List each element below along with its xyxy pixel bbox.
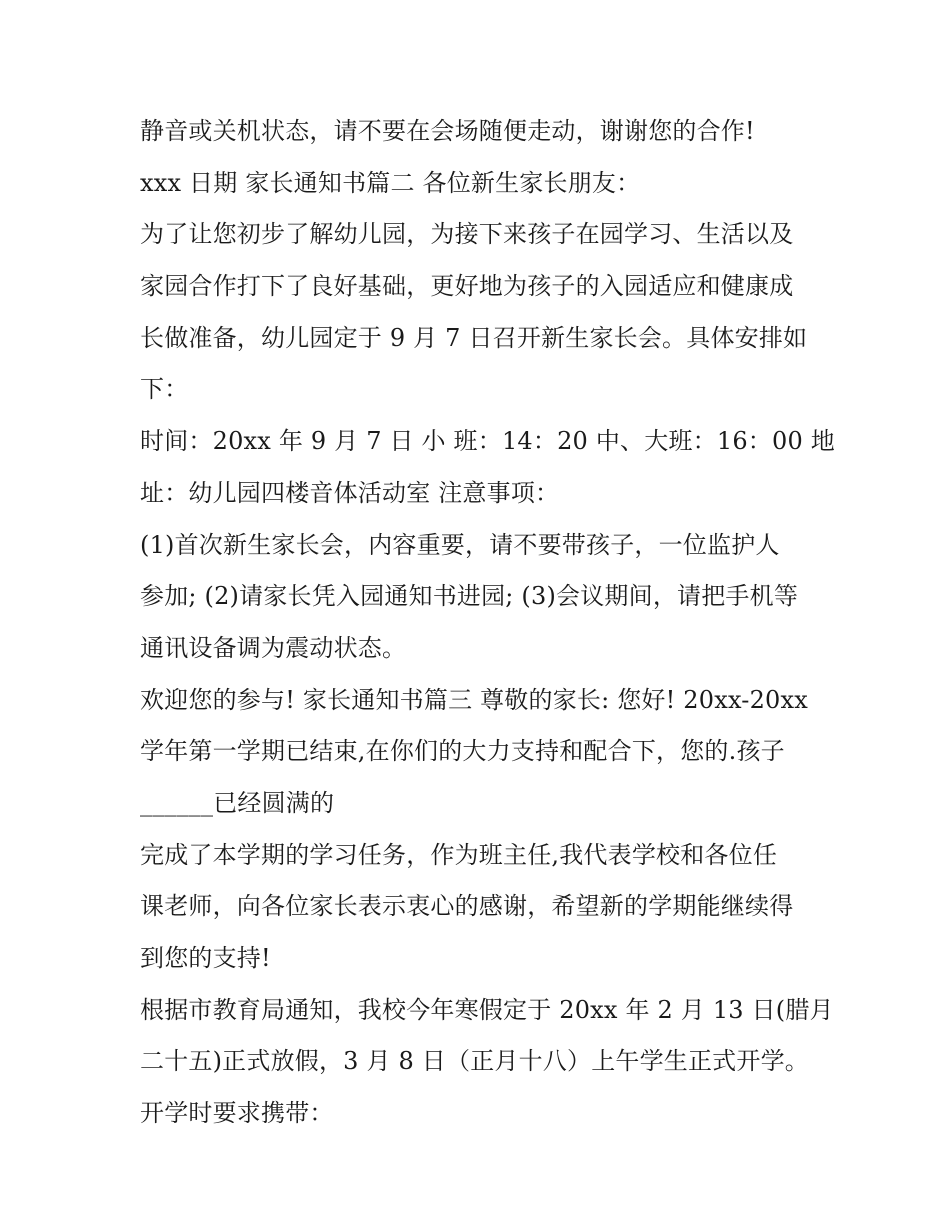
text-line: 学年第一学期已结束,在你们的大力支持和配合下，您的.孩子: [140, 737, 785, 766]
text-line: 根据市教育局通知，我校今年寒假定于 20xx 年 2 月 13 日(腊月: [140, 995, 834, 1024]
text-line: 欢迎您的参与! 家长通知书篇三 尊敬的家长: 您好! 20xx-20xx: [140, 685, 808, 714]
text-line: 到您的支持!: [140, 944, 271, 972]
text-line: 长做准备，幼儿园定于 9 月 7 日召开新生家长会。具体安排如: [140, 323, 808, 352]
text-line: 静音或关机状态，请不要在会场随便走动，谢谢您的合作!: [140, 117, 755, 145]
text-line: 课老师，向各位家长表示衷心的感谢，希望新的学期能继续得: [140, 892, 794, 921]
text-line: 二十五)正式放假，3 月 8 日（正月十八）上午学生正式开学。: [140, 1047, 809, 1076]
text-line: ______已经圆满的: [140, 788, 335, 817]
text-line: 参加; (2)请家长凭入园通知书进园; (3)会议期间，请把手机等: [140, 582, 799, 611]
text-line: 址：幼儿园四楼音体活动室 注意事项：: [140, 478, 560, 507]
document-body: [140, 106, 835, 1140]
text-line: xxx 日期 家长通知书篇二 各位新生家长朋友：: [140, 168, 641, 197]
text-line: 完成了本学期的学习任务，作为班主任,我代表学校和各位任: [140, 840, 778, 869]
text-line: 开学时要求携带：: [140, 1099, 334, 1128]
text-line: 通讯设备调为震动状态。: [140, 633, 407, 662]
text-line: (1)首次新生家长会，内容重要，请不要带孩子，一位监护人: [140, 530, 780, 559]
text-line: 家园合作打下了良好基础，更好地为孩子的入园适应和健康成: [140, 272, 794, 301]
text-line: 时间：20xx 年 9 月 7 日 小 班：14：20 中、大班：16：00 地: [140, 427, 835, 456]
text-line: 下：: [140, 375, 189, 404]
text-line: 为了让您初步了解幼儿园，为接下来孩子在园学习、生活以及: [140, 220, 794, 249]
